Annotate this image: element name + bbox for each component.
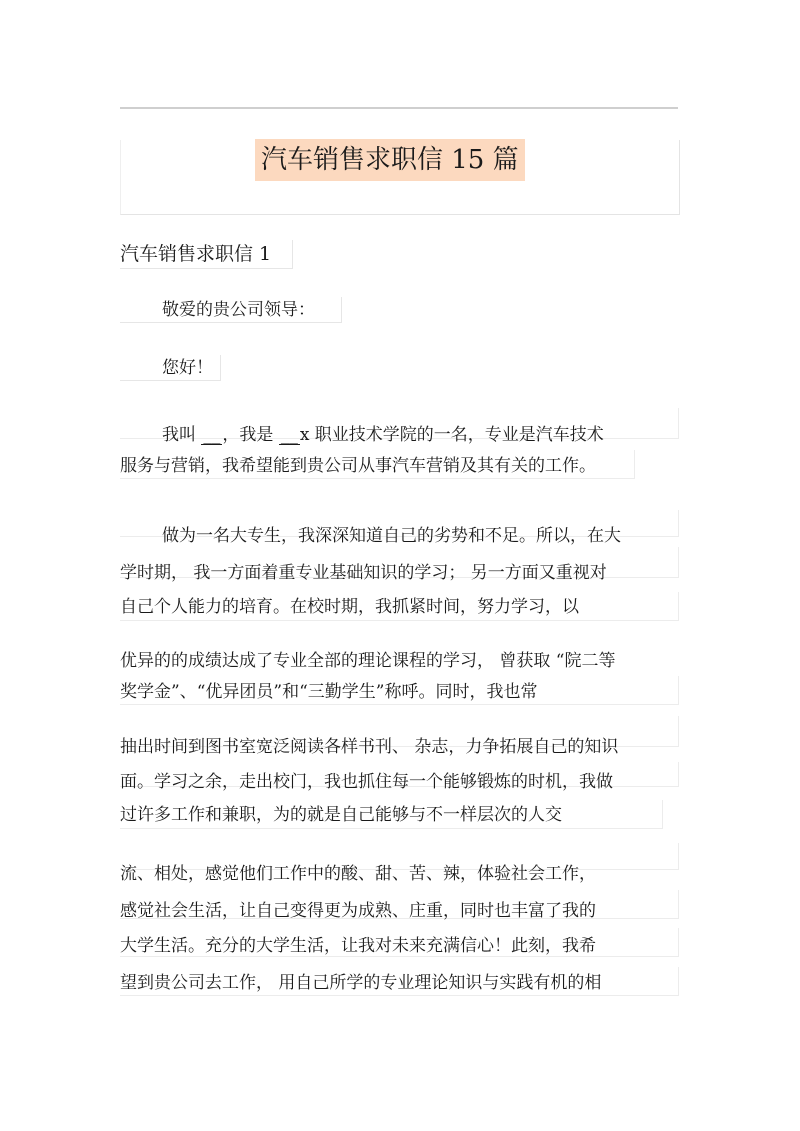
document-title: 汽车销售求职信 15 篇 [255, 139, 525, 181]
intro-text: ，我是 [222, 425, 279, 445]
intro-text: 我叫 [162, 425, 202, 445]
body-line: 感觉社会生活，让自己变得更为成熟、庄重，同时也丰富了我的 [120, 901, 596, 921]
body-line: 过许多工作和兼职，为的就是自己能够与不一样层次的人交 [120, 805, 562, 825]
intro-line-1 [120, 421, 604, 449]
body-line: 学时期， 我一方面着重专业基础知识的学习； 另一方面又重视对 [120, 563, 607, 583]
intro-line-2: 服务与营销，我希望能到贵公司从事汽车营销及其有关的工作。 [120, 456, 596, 476]
name-blank: __ [203, 425, 221, 445]
top-divider [120, 107, 678, 109]
body-line: 大学生活。充分的大学生活，让我对未来充满信心！此刻，我希 [120, 936, 596, 956]
greeting: 您好！ [120, 355, 221, 381]
body-line: 做为一名大专生，我深深知道自己的劣势和不足。所以，在大 [162, 526, 621, 546]
body-line: 流、相处，感觉他们工作中的酸、甜、苦、辣，体验社会工作， [120, 864, 596, 884]
body-line: 面。学习之余，走出校门，我也抓住每一个能够锻炼的时机，我做 [120, 772, 613, 792]
body-line: 抽出时间到图书室宽泛阅读各样书刊、 杂志，力争拓展自己的知识 [120, 737, 619, 757]
school-blank: __ [280, 425, 298, 445]
body-line: 优异的的成绩达成了专业全部的理论课程的学习， 曾获取 “院二等 [120, 651, 616, 671]
section-heading: 汽车销售求职信 1 [120, 240, 293, 269]
salutation: 敬爱的贵公司领导： [120, 297, 342, 323]
body-line: 望到贵公司去工作， 用自己所学的专业理论知识与实践有机的相 [120, 973, 602, 993]
body-line: 奖学金”、“优异团员”和“三勤学生”称呼。同时，我也常 [120, 682, 538, 702]
body-line: 自己个人能力的培育。在校时期，我抓紧时间，努力学习，以 [120, 597, 579, 617]
intro-text: x 职业技术学院的一名，专业是汽车技术 [299, 425, 604, 445]
